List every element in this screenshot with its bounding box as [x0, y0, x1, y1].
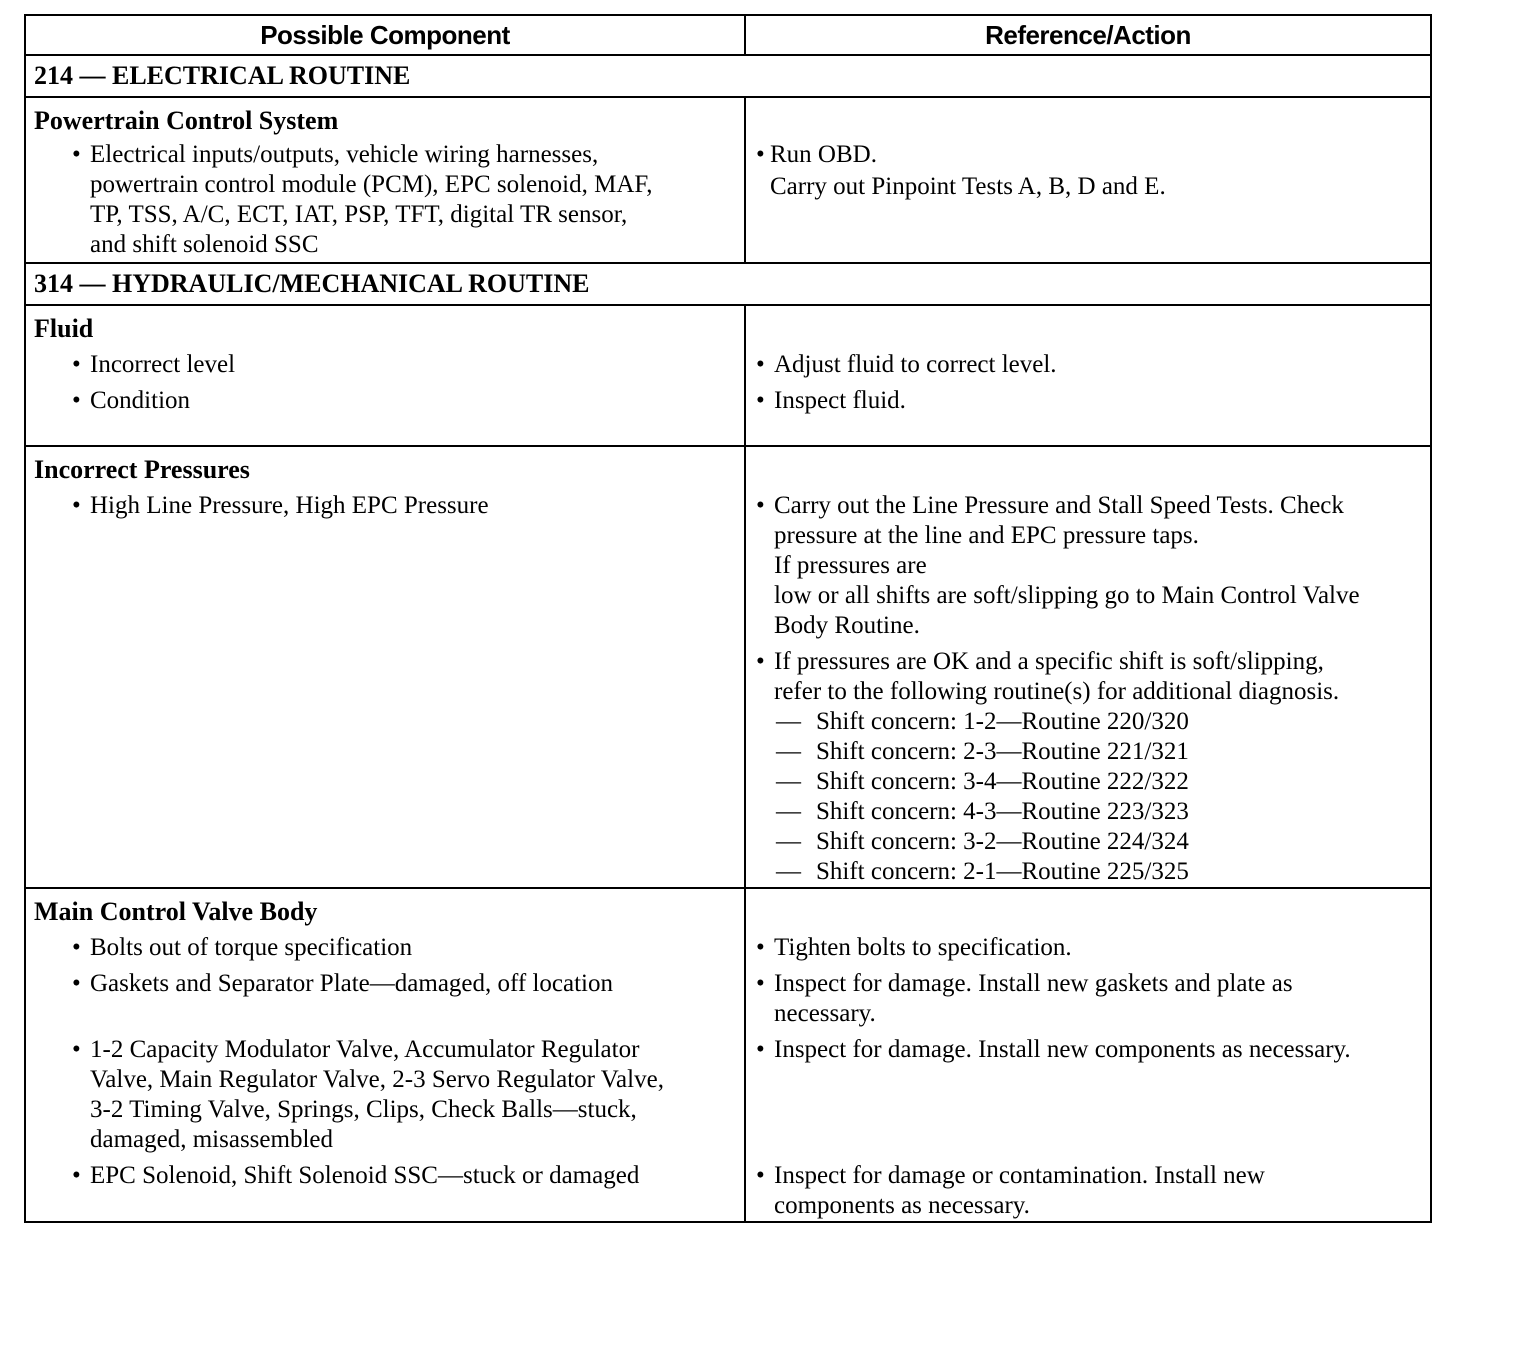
shift-concern-text: Shift concern: 2-3—Routine 221/321	[816, 738, 1189, 765]
component-bullet-item	[26, 1035, 744, 1155]
component-line: powertrain control module (PCM), EPC solenoid, MAF,	[90, 171, 653, 198]
component-bullet-item	[26, 350, 744, 380]
bullet-icon: •	[72, 387, 81, 414]
action-bullet-item	[746, 647, 1430, 707]
action-line: Inspect for damage. Install new components as necessary.	[774, 1036, 1351, 1063]
dash-icon: —	[776, 858, 801, 885]
component-line: High Line Pressure, High EPC Pressure	[90, 492, 489, 519]
routine-row-hydraulic	[25, 263, 1431, 305]
routine-title-electrical: 214 — ELECTRICAL ROUTINE	[25, 55, 1431, 97]
component-line: 3-2 Timing Valve, Springs, Clips, Check Balls—stuck,	[90, 1096, 637, 1123]
action-line: Carry out the Line Pressure and Stall Speed Tests. Check	[774, 492, 1344, 519]
action-line: refer to the following routine(s) for additional diagnosis.	[774, 678, 1340, 705]
component-line: and shift solenoid SSC	[90, 231, 319, 258]
component-heading: Fluid	[34, 314, 94, 343]
action-line: Body Routine.	[774, 612, 920, 639]
action-line: low or all shifts are soft/slipping go to Main Control Valve	[774, 582, 1360, 609]
component-cell	[25, 888, 745, 1222]
action-bullet-item	[746, 386, 1430, 416]
shift-concern-text: Shift concern: 2-1—Routine 225/325	[816, 858, 1189, 885]
action-bullet-item	[746, 969, 1430, 1029]
dash-icon: —	[776, 738, 801, 765]
component-heading: Powertrain Control System	[34, 106, 339, 135]
action-cell	[745, 888, 1431, 1222]
shift-concern-item	[746, 707, 1430, 737]
component-bullet-item	[26, 140, 744, 260]
bullet-icon: •	[72, 141, 81, 168]
action-line: Carry out Pinpoint Tests A, B, D and E.	[770, 173, 1166, 200]
shift-concern-text: Shift concern: 3-4—Routine 222/322	[816, 768, 1189, 795]
component-line: Bolts out of torque specification	[90, 934, 413, 961]
dash-icon: —	[776, 798, 801, 825]
table-row-main-control-valve-body	[25, 888, 1431, 1222]
dash-icon: —	[776, 828, 801, 855]
action-line: Inspect for damage. Install new gaskets and plate as	[774, 970, 1293, 997]
bullet-icon: •	[72, 1162, 81, 1189]
component-heading: Main Control Valve Body	[34, 897, 318, 926]
bullet-icon: •	[756, 970, 765, 997]
table-row-fluid	[25, 305, 1431, 446]
action-cell	[745, 446, 1431, 888]
component-bullet-item	[26, 969, 744, 999]
shift-concern-text: Shift concern: 3-2—Routine 224/324	[816, 828, 1189, 855]
action-bullet-item	[746, 1161, 1430, 1221]
action-cell	[745, 97, 1431, 263]
component-line: Electrical inputs/outputs, vehicle wiring harnesses,	[90, 141, 599, 168]
header-row	[25, 15, 1431, 55]
action-bullet-item	[746, 140, 1430, 202]
component-line: Incorrect level	[90, 351, 236, 378]
shift-concern-item	[746, 737, 1430, 767]
action-line: Tighten bolts to specification.	[774, 934, 1072, 961]
action-bullet-item	[746, 350, 1430, 380]
action-bullet-item	[746, 491, 1430, 641]
bullet-icon: •	[756, 1162, 765, 1189]
action-line: pressure at the line and EPC pressure taps.	[774, 522, 1199, 549]
bullet-icon: •	[756, 648, 765, 675]
component-line: EPC Solenoid, Shift Solenoid SSC—stuck or damaged	[90, 1162, 640, 1189]
bullet-icon: •	[72, 970, 81, 997]
action-line: If pressures are OK and a specific shift is soft/slipping,	[774, 648, 1324, 675]
bullet-icon: •	[756, 387, 765, 414]
bullet-icon: •	[756, 492, 765, 519]
action-line: necessary.	[774, 1000, 876, 1027]
bullet-icon: •	[756, 1036, 765, 1063]
routine-row-electrical	[25, 55, 1431, 97]
component-cell	[25, 446, 745, 888]
column-header-reference-action: Reference/Action	[745, 15, 1431, 55]
component-bullet-item	[26, 386, 744, 416]
routine-title-hydraulic: 314 — HYDRAULIC/MECHANICAL ROUTINE	[25, 263, 1431, 305]
component-line: TP, TSS, A/C, ECT, IAT, PSP, TFT, digital TR sensor,	[90, 201, 628, 228]
action-bullet-item	[746, 1035, 1430, 1065]
component-line: Condition	[90, 387, 191, 414]
component-line: damaged, misassembled	[90, 1126, 333, 1153]
component-heading: Incorrect Pressures	[34, 455, 250, 484]
shift-concern-item	[746, 857, 1430, 887]
shift-concern-text: Shift concern: 1-2—Routine 220/320	[816, 708, 1189, 735]
action-line: Run OBD.	[770, 141, 877, 168]
bullet-icon: •	[72, 351, 81, 378]
component-cell	[25, 97, 745, 263]
component-bullet-item	[26, 1161, 744, 1191]
action-bullet-item	[746, 933, 1430, 963]
dash-icon: —	[776, 768, 801, 795]
action-line: If pressures are	[774, 552, 927, 579]
shift-concern-item	[746, 797, 1430, 827]
action-line: components as necessary.	[774, 1192, 1030, 1219]
diagnosis-table	[24, 14, 1432, 1223]
shift-concern-item	[746, 767, 1430, 797]
bullet-icon: •	[72, 934, 81, 961]
component-bullet-item	[26, 491, 744, 521]
dash-icon: —	[776, 708, 801, 735]
action-line: Inspect fluid.	[774, 387, 906, 414]
action-line: Inspect for damage or contamination. Install new	[774, 1162, 1265, 1189]
bullet-icon: •	[756, 351, 765, 378]
component-line: 1-2 Capacity Modulator Valve, Accumulator Regulator	[90, 1036, 640, 1063]
table-row-incorrect-pressures	[25, 446, 1431, 888]
column-header-possible-component: Possible Component	[25, 15, 745, 55]
component-line: Valve, Main Regulator Valve, 2-3 Servo Regulator Valve,	[90, 1066, 664, 1093]
shift-concern-text: Shift concern: 4-3—Routine 223/323	[816, 798, 1189, 825]
shift-concern-item	[746, 827, 1430, 857]
bullet-icon: •	[756, 141, 765, 168]
bullet-icon: •	[72, 492, 81, 519]
action-line: Adjust fluid to correct level.	[774, 351, 1057, 378]
bullet-icon: •	[72, 1036, 81, 1063]
bullet-icon: •	[756, 934, 765, 961]
component-bullet-item	[26, 933, 744, 963]
action-cell	[745, 305, 1431, 446]
component-cell	[25, 305, 745, 446]
table-row-powertrain-control-system	[25, 97, 1431, 263]
component-line: Gaskets and Separator Plate—damaged, off location	[90, 970, 613, 997]
